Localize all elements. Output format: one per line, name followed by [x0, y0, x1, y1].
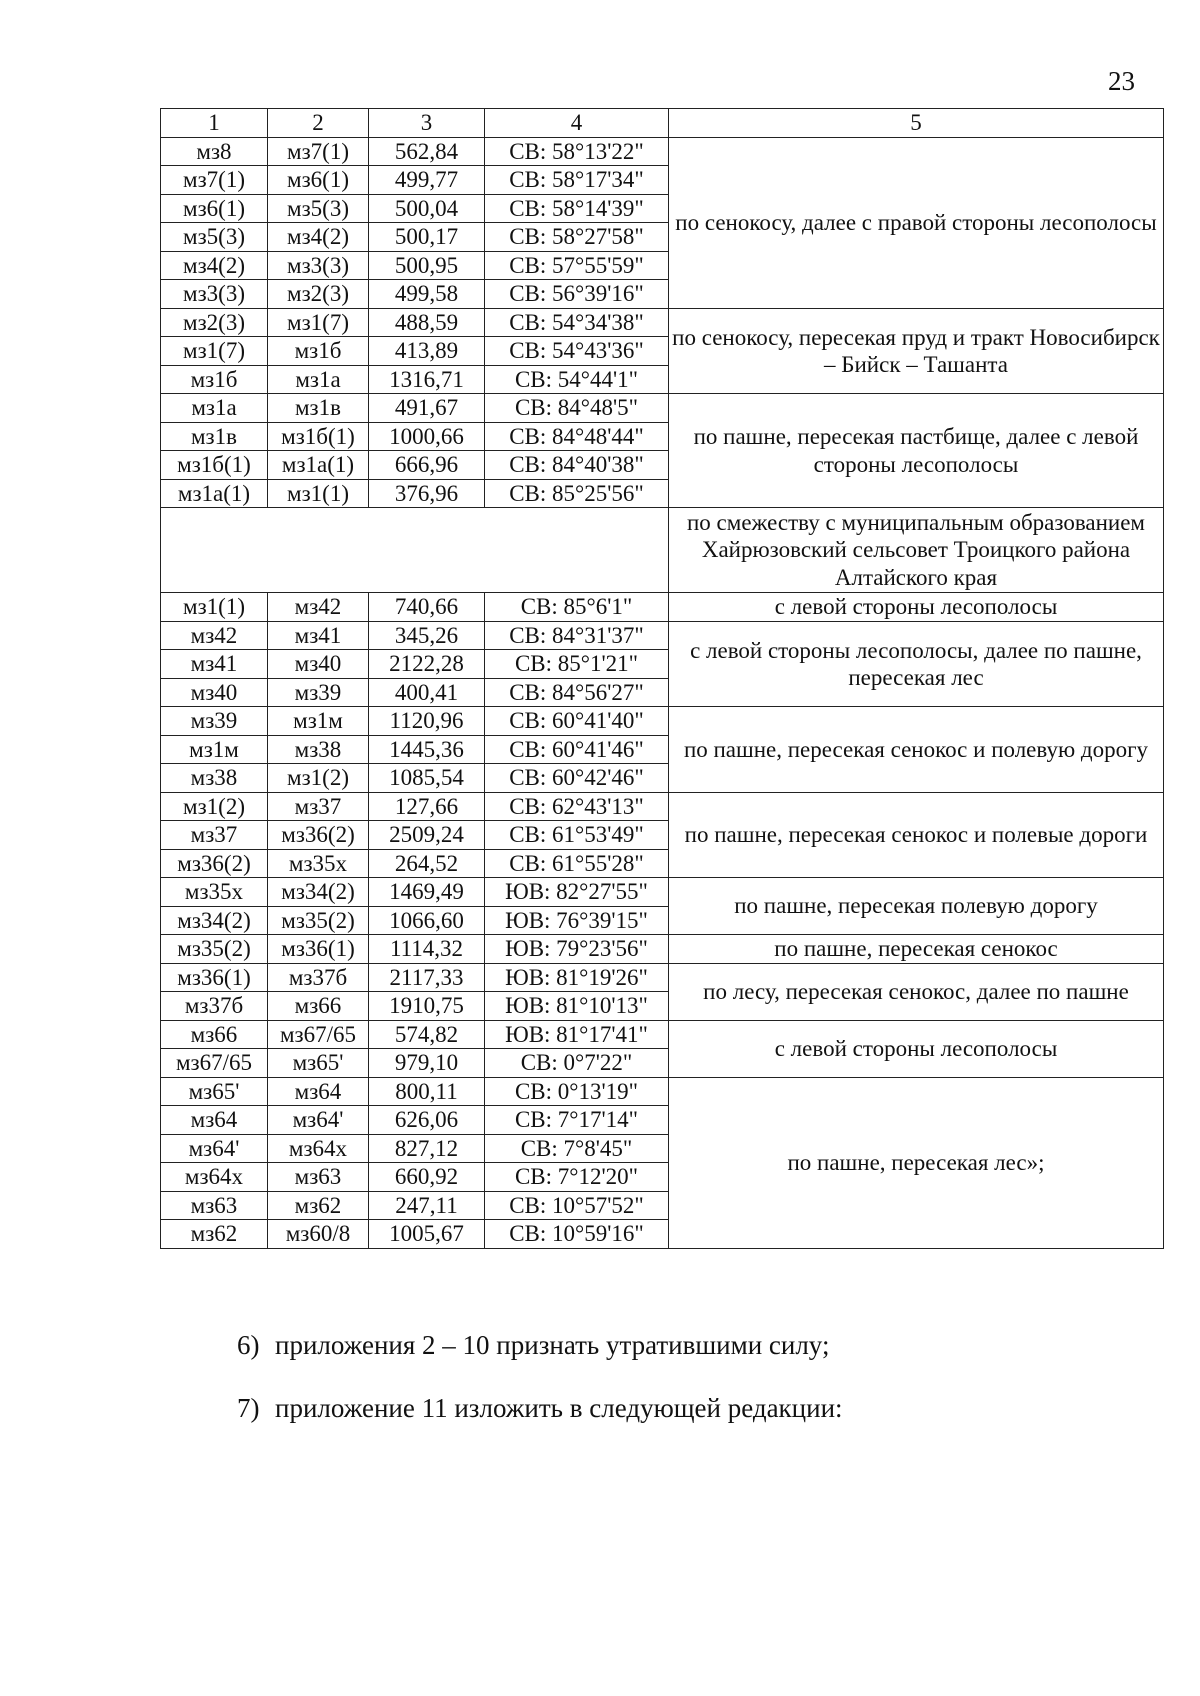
table-cell: мз67/65 — [161, 1049, 268, 1078]
table-cell: СВ: 54°43'36" — [485, 337, 669, 366]
table-cell: мз34(2) — [161, 906, 268, 935]
table-cell: СВ: 84°40'38" — [485, 451, 669, 480]
table-row — [161, 593, 1164, 622]
table-cell: СВ: 58°14'39" — [485, 194, 669, 223]
table-cell: 2122,28 — [369, 650, 485, 679]
table-cell: 500,95 — [369, 251, 485, 280]
table-cell: мз1(7) — [161, 337, 268, 366]
table-cell: мз8 — [161, 137, 268, 166]
route-description: по смежеству с муниципальным образованием Хайрюзовский сельсовет Троицкого района Алтайского края — [669, 508, 1164, 593]
table-cell: 2509,24 — [369, 821, 485, 850]
table-cell: мз1а(1) — [161, 479, 268, 508]
table-row — [161, 1077, 1164, 1106]
table-cell: мз1(2) — [268, 764, 369, 793]
table-cell: мз64 — [268, 1077, 369, 1106]
table-cell: ЮВ: 81°17'41" — [485, 1020, 669, 1049]
table-cell: мз37б — [268, 963, 369, 992]
table-cell: 499,77 — [369, 166, 485, 195]
table-cell: мз62 — [161, 1220, 268, 1249]
table-cell: СВ: 60°41'40" — [485, 707, 669, 736]
table-cell: мз36(1) — [268, 935, 369, 964]
table-cell: СВ: 57°55'59" — [485, 251, 669, 280]
table-cell: мз35х — [161, 878, 268, 907]
table-cell: 979,10 — [369, 1049, 485, 1078]
table-cell: мз34(2) — [268, 878, 369, 907]
table-cell: мз41 — [161, 650, 268, 679]
route-description: по пашне, пересекая сенокос и полевые дороги — [669, 792, 1164, 878]
table-cell: мз65' — [268, 1049, 369, 1078]
table-cell: 740,66 — [369, 593, 485, 622]
table-cell: мз1(7) — [268, 308, 369, 337]
table-cell: СВ: 58°17'34" — [485, 166, 669, 195]
table-cell: СВ: 54°44'1" — [485, 365, 669, 394]
table-cell: 491,67 — [369, 394, 485, 423]
table-cell: мз40 — [268, 650, 369, 679]
table-cell: ЮВ: 79°23'56" — [485, 935, 669, 964]
table-cell: СВ: 58°27'58" — [485, 223, 669, 252]
table-cell: мз1а — [161, 394, 268, 423]
route-description: по пашне, пересекая сенокос и полевую дорогу — [669, 707, 1164, 793]
route-description: с левой стороны лесополосы — [669, 593, 1164, 622]
table-cell: СВ: 10°59'16" — [485, 1220, 669, 1249]
table-cell: 666,96 — [369, 451, 485, 480]
table-cell: мз7(1) — [268, 137, 369, 166]
table-cell: мз1б — [268, 337, 369, 366]
table-cell: СВ: 7°12'20" — [485, 1163, 669, 1192]
table-cell: мз63 — [268, 1163, 369, 1192]
table-cell: 626,06 — [369, 1106, 485, 1135]
table-cell: мз35х — [268, 849, 369, 878]
table-cell: 127,66 — [369, 792, 485, 821]
table-cell: ЮВ: 81°19'26" — [485, 963, 669, 992]
table-cell: мз1в — [268, 394, 369, 423]
table-cell: СВ: 61°53'49" — [485, 821, 669, 850]
table-cell: мз64х — [268, 1134, 369, 1163]
table-cell: мз65' — [161, 1077, 268, 1106]
table-cell: ЮВ: 76°39'15" — [485, 906, 669, 935]
table-cell: 1085,54 — [369, 764, 485, 793]
table-cell: мз64 — [161, 1106, 268, 1135]
table-cell: мз38 — [161, 764, 268, 793]
table-cell: мз36(1) — [161, 963, 268, 992]
table-cell: мз60/8 — [268, 1220, 369, 1249]
route-description: по пашне, пересекая полевую дорогу — [669, 878, 1164, 935]
table-cell: мз41 — [268, 621, 369, 650]
table-cell: мз66 — [268, 992, 369, 1021]
table-row — [161, 621, 1164, 650]
table-cell: мз3(3) — [161, 280, 268, 309]
table-cell: мз35(2) — [268, 906, 369, 935]
table-row — [161, 394, 1164, 423]
table-cell: СВ: 60°41'46" — [485, 735, 669, 764]
table-cell: 800,11 — [369, 1077, 485, 1106]
table-cell: мз42 — [268, 593, 369, 622]
table-cell: мз36(2) — [268, 821, 369, 850]
table-cell: СВ: 58°13'22" — [485, 137, 669, 166]
table-cell: мз1б(1) — [161, 451, 268, 480]
table-cell: СВ: 0°7'22" — [485, 1049, 669, 1078]
column-header: 1 — [161, 109, 268, 138]
table-cell: СВ: 0°13'19" — [485, 1077, 669, 1106]
table-cell: мз36(2) — [161, 849, 268, 878]
table-cell: 562,84 — [369, 137, 485, 166]
table-cell: СВ: 85°25'56" — [485, 479, 669, 508]
table-cell: СВ: 62°43'13" — [485, 792, 669, 821]
table-row — [161, 878, 1164, 907]
item-list — [237, 1330, 843, 1456]
table-cell: 264,52 — [369, 849, 485, 878]
table-cell: мз1(1) — [268, 479, 369, 508]
column-header: 3 — [369, 109, 485, 138]
table-cell: мз1б — [161, 365, 268, 394]
table-cell: 400,41 — [369, 678, 485, 707]
table-cell: мз4(2) — [161, 251, 268, 280]
table-cell: мз39 — [268, 678, 369, 707]
table-cell: СВ: 7°17'14" — [485, 1106, 669, 1135]
table-cell: мз5(3) — [268, 194, 369, 223]
table-cell: мз1м — [161, 735, 268, 764]
table-cell: СВ: 84°48'44" — [485, 422, 669, 451]
table-cell: мз64' — [268, 1106, 369, 1135]
route-description: по сенокосу, далее с правой стороны лесополосы — [669, 137, 1164, 308]
table-cell: 1114,32 — [369, 935, 485, 964]
table-cell: 488,59 — [369, 308, 485, 337]
table-cell: 1316,71 — [369, 365, 485, 394]
table-cell: 660,92 — [369, 1163, 485, 1192]
table-cell: мз3(3) — [268, 251, 369, 280]
table-cell: 1000,66 — [369, 422, 485, 451]
table-cell: 1066,60 — [369, 906, 485, 935]
table-cell: мз38 — [268, 735, 369, 764]
table-cell: мз7(1) — [161, 166, 268, 195]
table-cell: мз1м — [268, 707, 369, 736]
route-description: по сенокосу, пересекая пруд и тракт Новосибирск – Бийск – Ташанта — [669, 308, 1164, 394]
table-row — [161, 935, 1164, 964]
table-cell: мз35(2) — [161, 935, 268, 964]
table-cell: СВ: 56°39'16" — [485, 280, 669, 309]
table-cell: 500,04 — [369, 194, 485, 223]
table-cell: СВ: 61°55'28" — [485, 849, 669, 878]
table-cell: СВ: 85°1'21" — [485, 650, 669, 679]
table-cell: мз64' — [161, 1134, 268, 1163]
table-cell: мз63 — [161, 1191, 268, 1220]
table-cell: мз5(3) — [161, 223, 268, 252]
table-cell: СВ: 10°57'52" — [485, 1191, 669, 1220]
table-cell: СВ: 84°56'27" — [485, 678, 669, 707]
table-row — [161, 1020, 1164, 1049]
empty-cell — [161, 508, 669, 593]
route-description: по пашне, пересекая пастбище, далее с левой стороны лесополосы — [669, 394, 1164, 508]
column-header: 4 — [485, 109, 669, 138]
table-cell: мз1(1) — [161, 593, 268, 622]
table-cell: 500,17 — [369, 223, 485, 252]
table-cell: 345,26 — [369, 621, 485, 650]
route-description: по пашне, пересекая сенокос — [669, 935, 1164, 964]
table-cell: 1469,49 — [369, 878, 485, 907]
table-cell: мз40 — [161, 678, 268, 707]
table-cell: 1910,75 — [369, 992, 485, 1021]
route-description: с левой стороны лесополосы — [669, 1020, 1164, 1077]
table-cell: мз1(2) — [161, 792, 268, 821]
route-description: с левой стороны лесополосы, далее по пашне, пересекая лес — [669, 621, 1164, 707]
route-description: по пашне, пересекая лес»; — [669, 1077, 1164, 1248]
table-row — [161, 707, 1164, 736]
table-row — [161, 963, 1164, 992]
table-header-row — [161, 109, 1164, 138]
table-cell: мз1а — [268, 365, 369, 394]
table-cell: мз1а(1) — [268, 451, 369, 480]
list-item: 7) приложение 11 изложить в следующей редакции: — [237, 1393, 843, 1423]
table-cell: мз2(3) — [268, 280, 369, 309]
list-item: 6) приложения 2 – 10 признать утратившими силу; — [237, 1330, 830, 1360]
table-cell: 574,82 — [369, 1020, 485, 1049]
table-cell: 1005,67 — [369, 1220, 485, 1249]
table-row — [161, 137, 1164, 166]
table-cell: 827,12 — [369, 1134, 485, 1163]
table-cell: ЮВ: 82°27'55" — [485, 878, 669, 907]
table-cell: мз64х — [161, 1163, 268, 1192]
table-cell: СВ: 7°8'45" — [485, 1134, 669, 1163]
table-cell: мз6(1) — [268, 166, 369, 195]
boundary-table — [160, 108, 1164, 1249]
table-row — [161, 792, 1164, 821]
table-cell: 247,11 — [369, 1191, 485, 1220]
table-cell: мз42 — [161, 621, 268, 650]
table-cell: мз4(2) — [268, 223, 369, 252]
table-cell: мз37б — [161, 992, 268, 1021]
table-cell: мз1в — [161, 422, 268, 451]
table-cell: мз1б(1) — [268, 422, 369, 451]
table-cell: СВ: 85°6'1" — [485, 593, 669, 622]
table-cell: СВ: 84°31'37" — [485, 621, 669, 650]
page-number: 23 — [1108, 66, 1135, 96]
column-header: 2 — [268, 109, 369, 138]
table-cell: 376,96 — [369, 479, 485, 508]
table-cell: 413,89 — [369, 337, 485, 366]
table-cell: 2117,33 — [369, 963, 485, 992]
table-row — [161, 508, 1164, 593]
table-row — [161, 308, 1164, 337]
table-cell: мз6(1) — [161, 194, 268, 223]
column-header: 5 — [669, 109, 1164, 138]
table-cell: СВ: 60°42'46" — [485, 764, 669, 793]
table-cell: 1120,96 — [369, 707, 485, 736]
table-cell: мз37 — [161, 821, 268, 850]
table-cell: мз2(3) — [161, 308, 268, 337]
route-description: по лесу, пересекая сенокос, далее по пашне — [669, 963, 1164, 1020]
table-cell: мз37 — [268, 792, 369, 821]
table-cell: мз39 — [161, 707, 268, 736]
table-cell: ЮВ: 81°10'13" — [485, 992, 669, 1021]
table-cell: 1445,36 — [369, 735, 485, 764]
table-cell: СВ: 84°48'5" — [485, 394, 669, 423]
table-cell: мз62 — [268, 1191, 369, 1220]
table-cell: мз67/65 — [268, 1020, 369, 1049]
table-cell: СВ: 54°34'38" — [485, 308, 669, 337]
table-cell: 499,58 — [369, 280, 485, 309]
table-cell: мз66 — [161, 1020, 268, 1049]
